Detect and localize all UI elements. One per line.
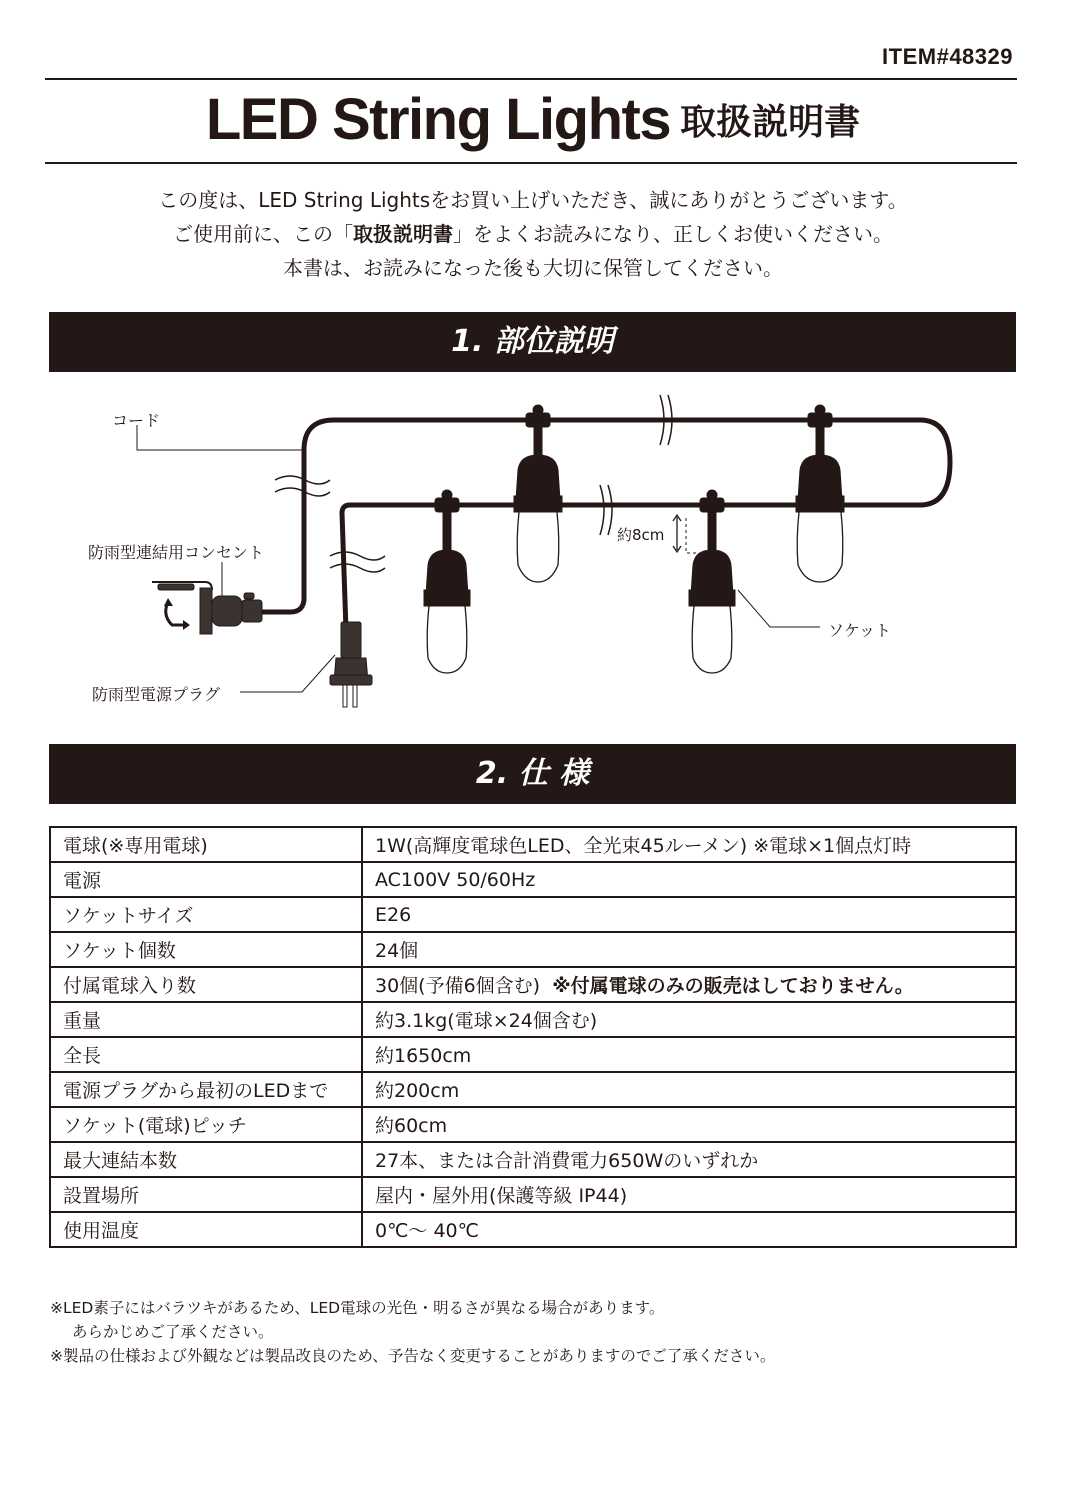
spec-value: 27本、または合計消費電力650Wのいずれか <box>362 1142 1016 1177</box>
table-row <box>50 1037 1016 1072</box>
intro-line-2-post: 」をよくお読みになり、正しくお使いください。 <box>453 222 893 246</box>
intro-line-3: 本書は、お読みになった後も大切に保管してください。 <box>283 256 783 280</box>
spec-label: ソケット(電球)ピッチ <box>50 1107 362 1142</box>
page-title <box>0 86 1066 153</box>
intro-line-1: この度は、LED String Lightsをお買い上げいただき、誠にありがとうございます。 <box>158 188 908 212</box>
spec-value: 約200cm <box>362 1072 1016 1107</box>
spec-label: 電球(※専用電球) <box>50 827 362 862</box>
intro-line-2 <box>0 217 1066 251</box>
spec-label: 最大連結本数 <box>50 1142 362 1177</box>
header-rule-bottom <box>45 162 1017 164</box>
table-row <box>50 862 1016 897</box>
spec-value: 約60cm <box>362 1107 1016 1142</box>
spec-label: 重量 <box>50 1002 362 1037</box>
spec-value: 0℃～ 40℃ <box>362 1212 1016 1247</box>
intro-text <box>0 183 1066 285</box>
table-row <box>50 897 1016 932</box>
spec-table <box>49 826 1017 1248</box>
spec-value: 24個 <box>362 932 1016 967</box>
intro-line-2-pre: ご使用前に、この「 <box>173 222 353 246</box>
spec-value <box>362 967 1016 1002</box>
spec-value: 1W(高輝度電球色LED、全光束45ルーメン) ※電球×1個点灯時 <box>362 827 1016 862</box>
intro-line-2-bold: 取扱説明書 <box>353 222 453 246</box>
table-row <box>50 1002 1016 1037</box>
spec-label: 付属電球入り数 <box>50 967 362 1002</box>
note-1-line-1: ※LED素子にはバラツキがあるため、LED電球の光色・明るさが異なる場合があります。 <box>50 1299 665 1317</box>
label-socket: ソケット <box>828 621 892 640</box>
table-row <box>50 1107 1016 1142</box>
spec-label: 全長 <box>50 1037 362 1072</box>
label-outlet: 防雨型連結用コンセント <box>88 543 265 562</box>
footnotes <box>50 1296 775 1368</box>
spec-value: 約3.1kg(電球×24個含む) <box>362 1002 1016 1037</box>
spec-label: 使用温度 <box>50 1212 362 1247</box>
spec-label: ソケットサイズ <box>50 897 362 932</box>
spec-value: 約1650cm <box>362 1037 1016 1072</box>
label-cord: コード <box>112 411 161 430</box>
parts-diagram <box>0 380 1066 730</box>
table-row <box>50 1177 1016 1212</box>
note-2: ※製品の仕様および外観などは製品改良のため、予告なく変更することがありますのでご了承ください。 <box>50 1347 776 1365</box>
section-title-specs: 2. 仕 様 <box>49 744 1016 804</box>
spec-label: 設置場所 <box>50 1177 362 1212</box>
spec-label: 電源 <box>50 862 362 897</box>
spec-value: 屋内・屋外用(保護等級 IP44) <box>362 1177 1016 1212</box>
label-plug: 防雨型電源プラグ <box>92 685 221 704</box>
table-row <box>50 1142 1016 1177</box>
label-drop-length: 約8cm <box>617 526 665 544</box>
spec-value: AC100V 50/60Hz <box>362 862 1016 897</box>
table-row <box>50 827 1016 862</box>
spec-value-warning: ※付属電球のみの販売はしておりません。 <box>552 975 914 997</box>
table-row <box>50 967 1016 1002</box>
table-row <box>50 1072 1016 1107</box>
spec-label: ソケット個数 <box>50 932 362 967</box>
section-title-parts: 1. 部位説明 <box>49 312 1016 372</box>
spec-value: E26 <box>362 897 1016 932</box>
spec-value-text: 30個(予備6個含む) <box>375 975 541 997</box>
note-1-line-2: あらかじめご了承ください。 <box>72 1323 274 1341</box>
table-row <box>50 1212 1016 1247</box>
item-number: ITEM#48329 <box>882 44 1013 69</box>
title-japanese: 取扱説明書 <box>680 102 861 143</box>
table-row <box>50 932 1016 967</box>
spec-label: 電源プラグから最初のLEDまで <box>50 1072 362 1107</box>
header-rule-top <box>45 78 1017 80</box>
title-english: LED String Lights <box>205 87 671 152</box>
